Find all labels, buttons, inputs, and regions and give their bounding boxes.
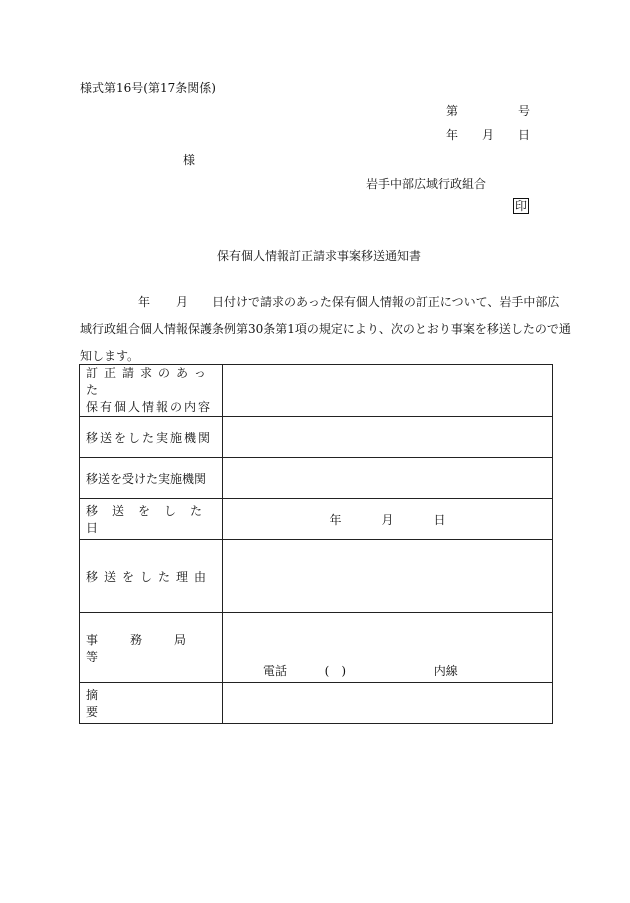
row6-area-code: ( ) bbox=[324, 664, 347, 678]
row7-label: 摘要 bbox=[86, 688, 199, 719]
row6-value[interactable] bbox=[223, 613, 553, 683]
row5-label: 移送をした理由 bbox=[86, 569, 213, 584]
table-row bbox=[80, 417, 553, 458]
row1-value[interactable] bbox=[223, 365, 553, 417]
row4-year: 年 bbox=[329, 512, 342, 527]
row4-label: 移送をした日 bbox=[86, 504, 217, 535]
body-month: 月 bbox=[176, 295, 189, 309]
row2-label: 移送をした実施機関 bbox=[86, 430, 213, 445]
table-row bbox=[80, 365, 553, 417]
row3-value[interactable] bbox=[223, 458, 553, 499]
row5-value[interactable] bbox=[223, 540, 553, 613]
number-dai: 第 bbox=[446, 104, 459, 118]
row4-month: 月 bbox=[381, 512, 394, 527]
header-date-year: 年 bbox=[446, 128, 459, 142]
header-date-month: 月 bbox=[482, 128, 495, 142]
table-row bbox=[80, 683, 553, 724]
document-title: 保有個人情報訂正請求事案移送通知書 bbox=[217, 249, 422, 263]
body-year: 年 bbox=[138, 295, 151, 309]
issuer-name: 岩手中部広域行政組合 bbox=[366, 177, 487, 191]
row4-day: 日 bbox=[433, 512, 446, 527]
table-row bbox=[80, 540, 553, 613]
row1-label-a: 訂正請求のあった bbox=[86, 366, 212, 397]
addressee-suffix: 様 bbox=[183, 153, 196, 167]
row1-label-b: 保有個人情報の内容 bbox=[86, 400, 213, 414]
row6-extension-label: 内線 bbox=[433, 664, 458, 678]
header-date-day: 日 bbox=[518, 128, 531, 142]
seal-stamp: 印 bbox=[515, 199, 528, 213]
row4-value[interactable] bbox=[223, 499, 553, 540]
number-go: 号 bbox=[518, 104, 531, 118]
row3-label: 移送を受けた実施機関 bbox=[86, 471, 207, 486]
row6-phone-label: 電話 bbox=[263, 664, 288, 678]
row7-value[interactable] bbox=[223, 683, 553, 724]
transfer-form-table bbox=[79, 364, 553, 724]
row6-label: 事務局等 bbox=[86, 632, 219, 664]
body-line-3: 知します。 bbox=[80, 349, 140, 363]
form-number: 様式第16号(第17条関係) bbox=[80, 81, 216, 95]
body-line-1: 日付けで請求のあった保有個人情報の訂正について、岩手中部広 bbox=[212, 295, 560, 309]
body-line-2: 域行政組合個人情報保護条例第30条第1項の規定により、次のとおり事案を移送したので通 bbox=[80, 322, 571, 336]
table-row bbox=[80, 613, 553, 683]
row2-value[interactable] bbox=[223, 417, 553, 458]
table-row bbox=[80, 499, 553, 540]
body-paragraph bbox=[80, 289, 571, 370]
table-row bbox=[80, 458, 553, 499]
